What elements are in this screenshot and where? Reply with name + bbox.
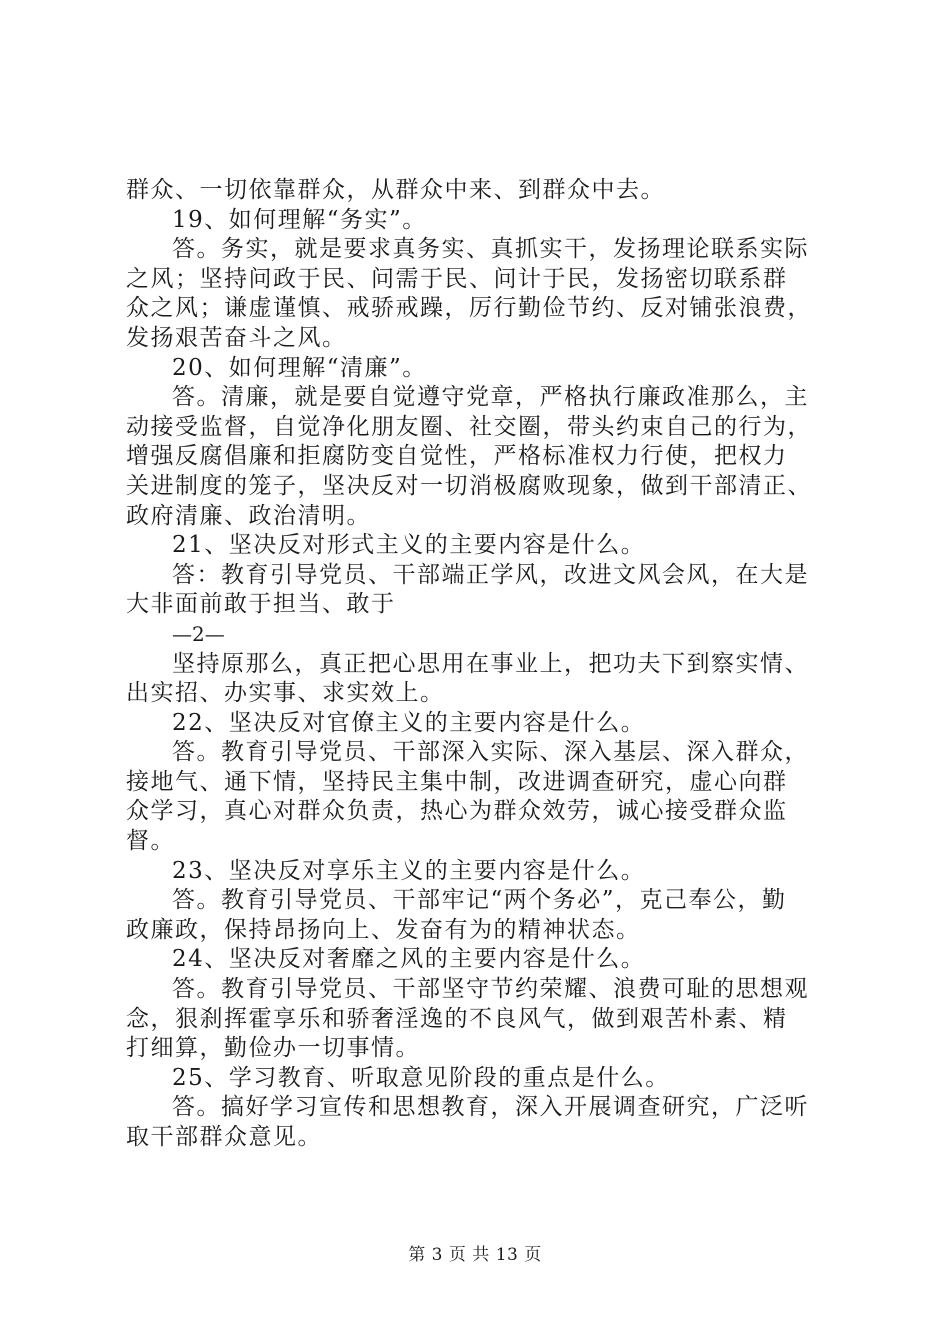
text-line: 出实招、办实事、求实效上。 bbox=[126, 680, 445, 707]
text-line: 答：教育引导党员、干部端正学风，改进文风会风，在大是 bbox=[172, 561, 809, 588]
text-line: 20、如何理解“清廉”。 bbox=[172, 354, 427, 381]
text-line: 大非面前敢于担当、敢于 bbox=[126, 591, 396, 618]
text-line: 19、如何理解“务实”。 bbox=[172, 206, 427, 233]
page-footer: 第 3 页 共 13 页 bbox=[408, 1245, 542, 1265]
text-line: 24、坚决反对奢靡之风的主要内容是什么。 bbox=[172, 946, 646, 973]
text-line: 增强反腐倡廉和拒腐防变自觉性，严格标准权力行使，把权力 bbox=[126, 443, 788, 470]
text-line: 接地气、通下情，坚持民主集中制，改进调查研究，虚心向群 bbox=[126, 768, 788, 795]
text-line: 政府清廉、政治清明。 bbox=[126, 502, 371, 529]
text-line: 众之风；谦虚谨慎、戒骄戒躁，厉行勤俭节约、反对铺张浪费， bbox=[126, 295, 812, 322]
text-line: 之风；坚持问政于民、问需于民、问计于民，发扬密切联系群 bbox=[126, 265, 788, 292]
text-line: 答。务实，就是要求真务实、真抓实干，发扬理论联系实际 bbox=[172, 236, 809, 263]
page-separator: —2— bbox=[172, 621, 225, 646]
text-line: 念，狠刹挥霍享乐和骄奢淫逸的不良风气，做到艰苦朴素、精 bbox=[126, 1005, 788, 1032]
text-line: 答。搞好学习宣传和思想教育，深入开展调查研究，广泛听 bbox=[172, 1094, 809, 1121]
text-line: 21、坚决反对形式主义的主要内容是什么。 bbox=[172, 532, 646, 559]
text-line: 答。教育引导党员、干部坚守节约荣耀、浪费可耻的思想观 bbox=[172, 976, 809, 1003]
text-line: 关进制度的笼子，坚决反对一切消极腐败现象，做到干部清正、 bbox=[126, 472, 812, 499]
text-line: 坚持原那么，真正把心思用在事业上，把功夫下到察实情、 bbox=[172, 650, 809, 677]
text-line: 答。清廉，就是要自觉遵守党章，严格执行廉政准那么，主 bbox=[172, 384, 809, 411]
text-line: 发扬艰苦奋斗之风。 bbox=[126, 324, 347, 351]
text-line: 群众、一切依靠群众，从群众中来、到群众中去。 bbox=[126, 177, 665, 203]
text-line: 督。 bbox=[126, 828, 175, 855]
text-line: 23、坚决反对享乐主义的主要内容是什么。 bbox=[172, 857, 646, 884]
text-line: 打细算，勤俭办一切事情。 bbox=[126, 1035, 420, 1062]
text-line: 答。教育引导党员、干部深入实际、深入基层、深入群众， bbox=[172, 739, 809, 766]
text-line: 取干部群众意见。 bbox=[126, 1124, 322, 1150]
text-line: 22、坚决反对官僚主义的主要内容是什么。 bbox=[172, 709, 646, 736]
text-line: 动接受监督，自觉净化朋友圈、社交圈，带头约束自己的行为， bbox=[126, 413, 812, 440]
text-line: 政廉政，保持昂扬向上、发奋有为的精神状态。 bbox=[126, 916, 641, 943]
text-line: 答。教育引导党员、干部牢记“两个务必”，克己奉公，勤 bbox=[172, 887, 787, 914]
text-line: 25、学习教育、听取意见阶段的重点是什么。 bbox=[172, 1064, 670, 1091]
text-line: 众学习，真心对群众负责，热心为群众效劳，诚心接受群众监 bbox=[126, 798, 788, 825]
document-body bbox=[126, 176, 838, 1153]
